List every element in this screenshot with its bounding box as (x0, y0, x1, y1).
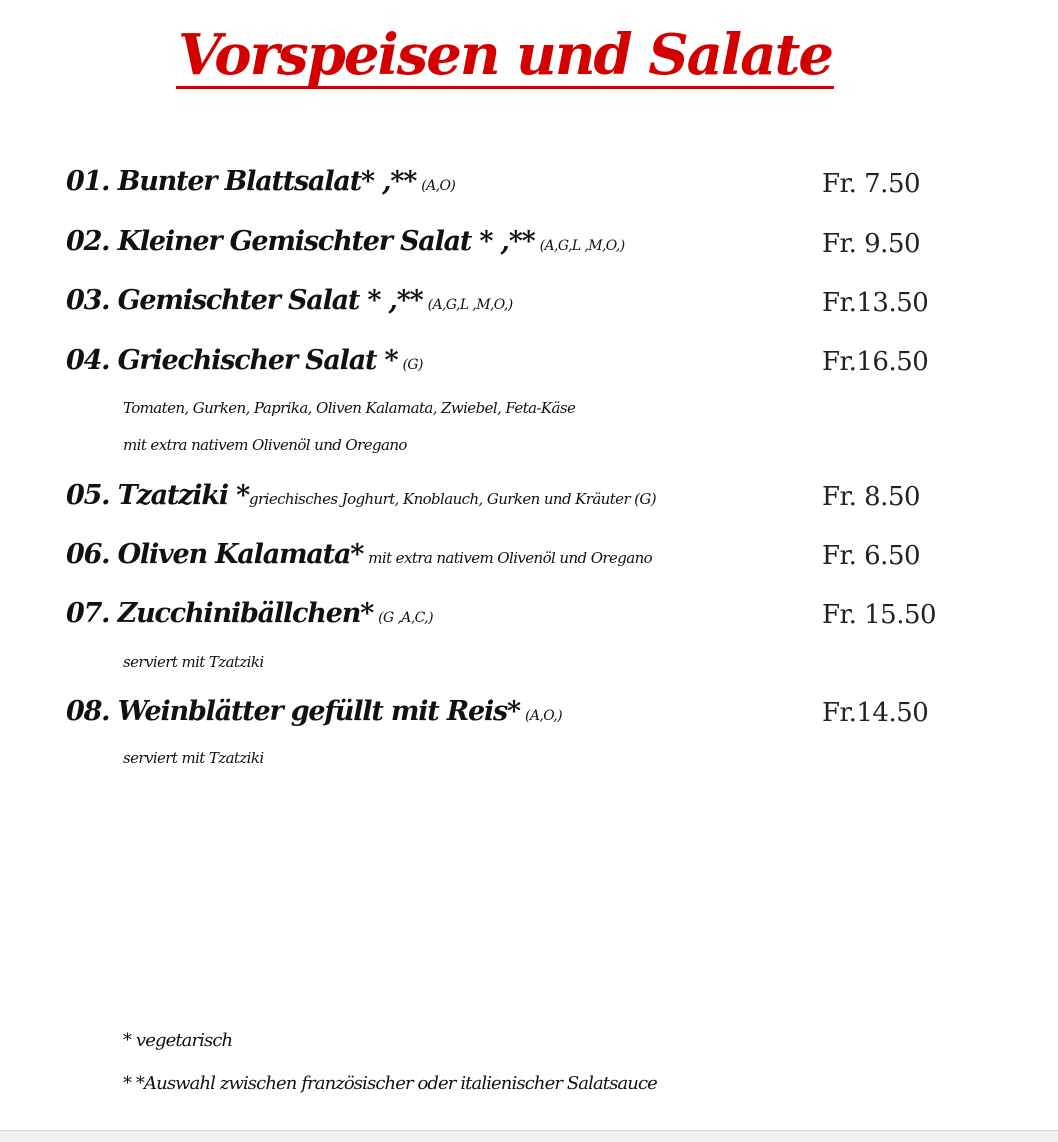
menu-item (66, 285, 513, 316)
footnote-dressing: * *Auswahl zwischen französischer oder italienischer Salatsauce (123, 1073, 657, 1094)
menu-item-allergens: (A,G,L ,M,O,) (539, 238, 625, 254)
menu-item-price: Fr. 15.50 (822, 600, 937, 630)
menu-item-description: serviert mit Tzatziki (123, 653, 264, 671)
menu-item-name: 03. Gemischter Salat * ,** (66, 285, 423, 316)
menu-item-price: Fr. 8.50 (822, 482, 921, 512)
menu-item-name: 08. Weinblätter gefüllt mit Reis* (66, 696, 520, 727)
menu-item-name: 05. Tzatziki * (66, 480, 250, 511)
menu-item-description: Tomaten, Gurken, Paprika, Oliven Kalamata, Zwiebel, Feta-Käse (123, 399, 576, 417)
menu-item-name: 01. Bunter Blattsalat* ,** (66, 166, 417, 197)
menu-item (66, 345, 423, 376)
footnote-vegetarian: * vegetarisch (123, 1030, 233, 1051)
menu-item-name: 06. Oliven Kalamata* (66, 539, 364, 570)
menu-item-price: Fr. 7.50 (822, 169, 921, 199)
menu-item-description: serviert mit Tzatziki (123, 749, 264, 767)
page-title: Vorspeisen und Salate (178, 22, 832, 88)
menu-item-price: Fr. 6.50 (822, 541, 921, 571)
menu-item (66, 226, 625, 257)
menu-item-name: 07. Zucchinibällchen* (66, 598, 374, 629)
menu-item-price: Fr.14.50 (822, 698, 929, 728)
menu-item-allergens: (A,O) (421, 178, 456, 194)
menu-item-allergens: (G) (402, 357, 423, 373)
menu-item-name: 04. Griechischer Salat * (66, 345, 398, 376)
menu-item-price: Fr. 9.50 (822, 229, 921, 259)
viewer-bottom-edge (0, 1130, 1058, 1142)
menu-item-allergens: (A,G,L ,M,O,) (427, 297, 513, 313)
menu-item-allergens: (G ,A,C,) (378, 610, 433, 626)
menu-item-description: mit extra nativem Olivenöl und Oregano (368, 549, 653, 567)
menu-item-description: mit extra nativem Olivenöl und Oregano (123, 436, 407, 454)
menu-item (66, 480, 656, 511)
menu-item (66, 598, 433, 629)
menu-item-price: Fr.13.50 (822, 288, 929, 318)
menu-item (66, 539, 652, 570)
menu-item-price: Fr.16.50 (822, 347, 929, 377)
menu-item-name: 02. Kleiner Gemischter Salat * ,** (66, 226, 535, 257)
menu-item (66, 696, 562, 727)
menu-item-description: griechisches Joghurt, Knoblauch, Gurken und Kräuter (G) (249, 490, 657, 508)
menu-item-allergens: (A,O,) (525, 708, 563, 724)
menu-item (66, 166, 455, 197)
